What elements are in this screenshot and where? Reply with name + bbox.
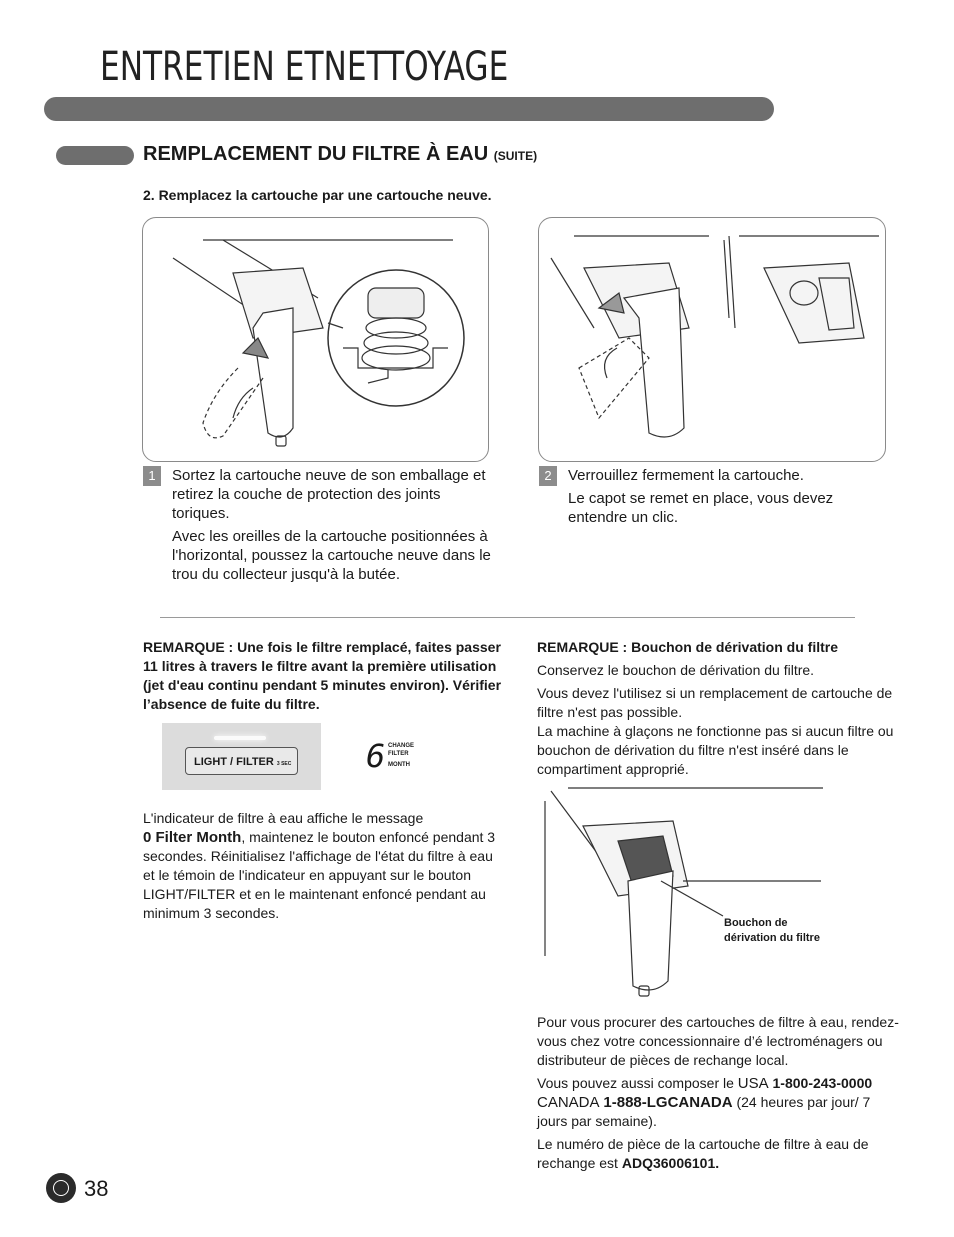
- illustration-panel-1: [142, 217, 489, 462]
- light-filter-button: [185, 747, 298, 775]
- step-2-para-2: Le capot se remet en place, vous devez entendre un clic.: [568, 490, 834, 526]
- cartridge-insert-illustration: [143, 218, 488, 461]
- call-text: [537, 1074, 899, 1131]
- section-title-text: REMPLACEMENT DU FILTRE À EAU: [143, 143, 489, 165]
- bypass-plug-illustration: [543, 786, 828, 1006]
- step-number-2: 2: [539, 466, 557, 486]
- step-2-text: [568, 466, 868, 531]
- display-line-2: FILTER: [388, 751, 409, 757]
- bypass-callout: [724, 916, 820, 946]
- illustration-panel-2: [538, 217, 886, 462]
- call-usa: USA: [737, 1075, 769, 1092]
- call-usa-num: 1-800-243-0000: [772, 1075, 873, 1091]
- step-1-para-2: Avec les oreilles de la cartouche positionnées à l'horizontal, poussez la cartouche neuve dans le trou du collecteur jusqu'à la butée.: [172, 528, 491, 583]
- divider: [160, 617, 855, 618]
- section-pill: [56, 146, 134, 165]
- step-number-1: 1: [143, 466, 161, 486]
- call-hours: (24 heures par jour/ 7 jours par semaine).: [537, 1094, 871, 1129]
- left-note-body: [143, 809, 508, 923]
- step-1-text: [172, 466, 492, 588]
- left-note-para-b: , maintenez le bouton enfoncé pendant 3 secondes. Réinitialisez l'affichage de l'état du filtre à eau et le témoin de l'indicateur en appuyant sur le bouton LIGHT/FILTER et en le maintenant enfoncé pendant au minimum 3 secondes.: [143, 829, 496, 921]
- left-note-para-bold: 0 Filter Month: [143, 829, 242, 846]
- display-line-1: CHANGE: [388, 743, 415, 749]
- right-contact: [537, 1013, 899, 1177]
- callout-line-1: Bouchon de: [724, 917, 788, 929]
- right-note-p1: Conservez le bouchon de dérivation du filtre.: [537, 662, 815, 678]
- callout-line-2: dérivation du filtre: [724, 932, 820, 944]
- page-title: ENTRETIEN ETNETTOYAGE: [100, 44, 509, 90]
- light-filter-sub: 3 SEC: [276, 761, 292, 767]
- display-line-3: MONTH: [388, 762, 410, 768]
- step-1-para-1: Sortez la cartouche neuve de son emballage et retirez la couche de protection des joints toriques.: [172, 467, 486, 522]
- header-bar: [44, 97, 774, 121]
- light-filter-label: LIGHT / FILTER: [194, 756, 274, 768]
- left-note-title: REMARQUE : Une fois le filtre remplacé, faites passer 11 litres à travers le filtre avant la première utilisation (jet d'eau continu pendant 5 minutes environ). Vérifier l’absence de fuite du filtre.: [143, 639, 502, 712]
- right-note-title: REMARQUE : Bouchon de dérivation du filtre: [537, 639, 839, 655]
- cartridge-lock-illustration: [539, 218, 885, 461]
- call-canada: CANADA: [537, 1094, 600, 1111]
- filter-display-label: [388, 742, 414, 769]
- right-note-p2: Vous devez l'utilisez si un remplacement de cartouche de filtre n'est pas possible.: [537, 685, 893, 720]
- right-note-p3: La machine à glaçons ne fonctionne pas si aucun filtre ou bouchon de dérivation du filtre n'est inséré dans le compartiment approprié.: [537, 723, 894, 777]
- page-number: 38: [84, 1176, 109, 1201]
- right-note: [537, 638, 899, 783]
- part-text: [537, 1135, 899, 1173]
- step-2-para-1: Verrouillez fermement la cartouche.: [568, 467, 804, 484]
- indicator-glow: [214, 736, 266, 740]
- call-a: Vous pouvez aussi composer le: [537, 1075, 734, 1091]
- part-num: ADQ36006101.: [621, 1155, 720, 1171]
- section-suite: (SUITE): [493, 149, 538, 163]
- buy-text: Pour vous procurer des cartouches de filtre à eau, rendez-vous chez votre concessionnaire d’é lectroménagers ou distributeur de pièces de rechange local.: [537, 1014, 899, 1068]
- step-heading: 2. Remplacez la cartouche par une cartouche neuve.: [143, 187, 492, 203]
- lg-logo-ring: [53, 1180, 69, 1196]
- left-note-para-a: L'indicateur de filtre à eau affiche le message: [143, 810, 424, 826]
- call-canada-num: 1-888-LGCANADA: [603, 1094, 733, 1111]
- section-title: [143, 143, 537, 166]
- filter-display-digit: 6: [366, 737, 386, 775]
- part-a: Le numéro de pièce de la cartouche de filtre à eau de rechange est: [537, 1136, 869, 1171]
